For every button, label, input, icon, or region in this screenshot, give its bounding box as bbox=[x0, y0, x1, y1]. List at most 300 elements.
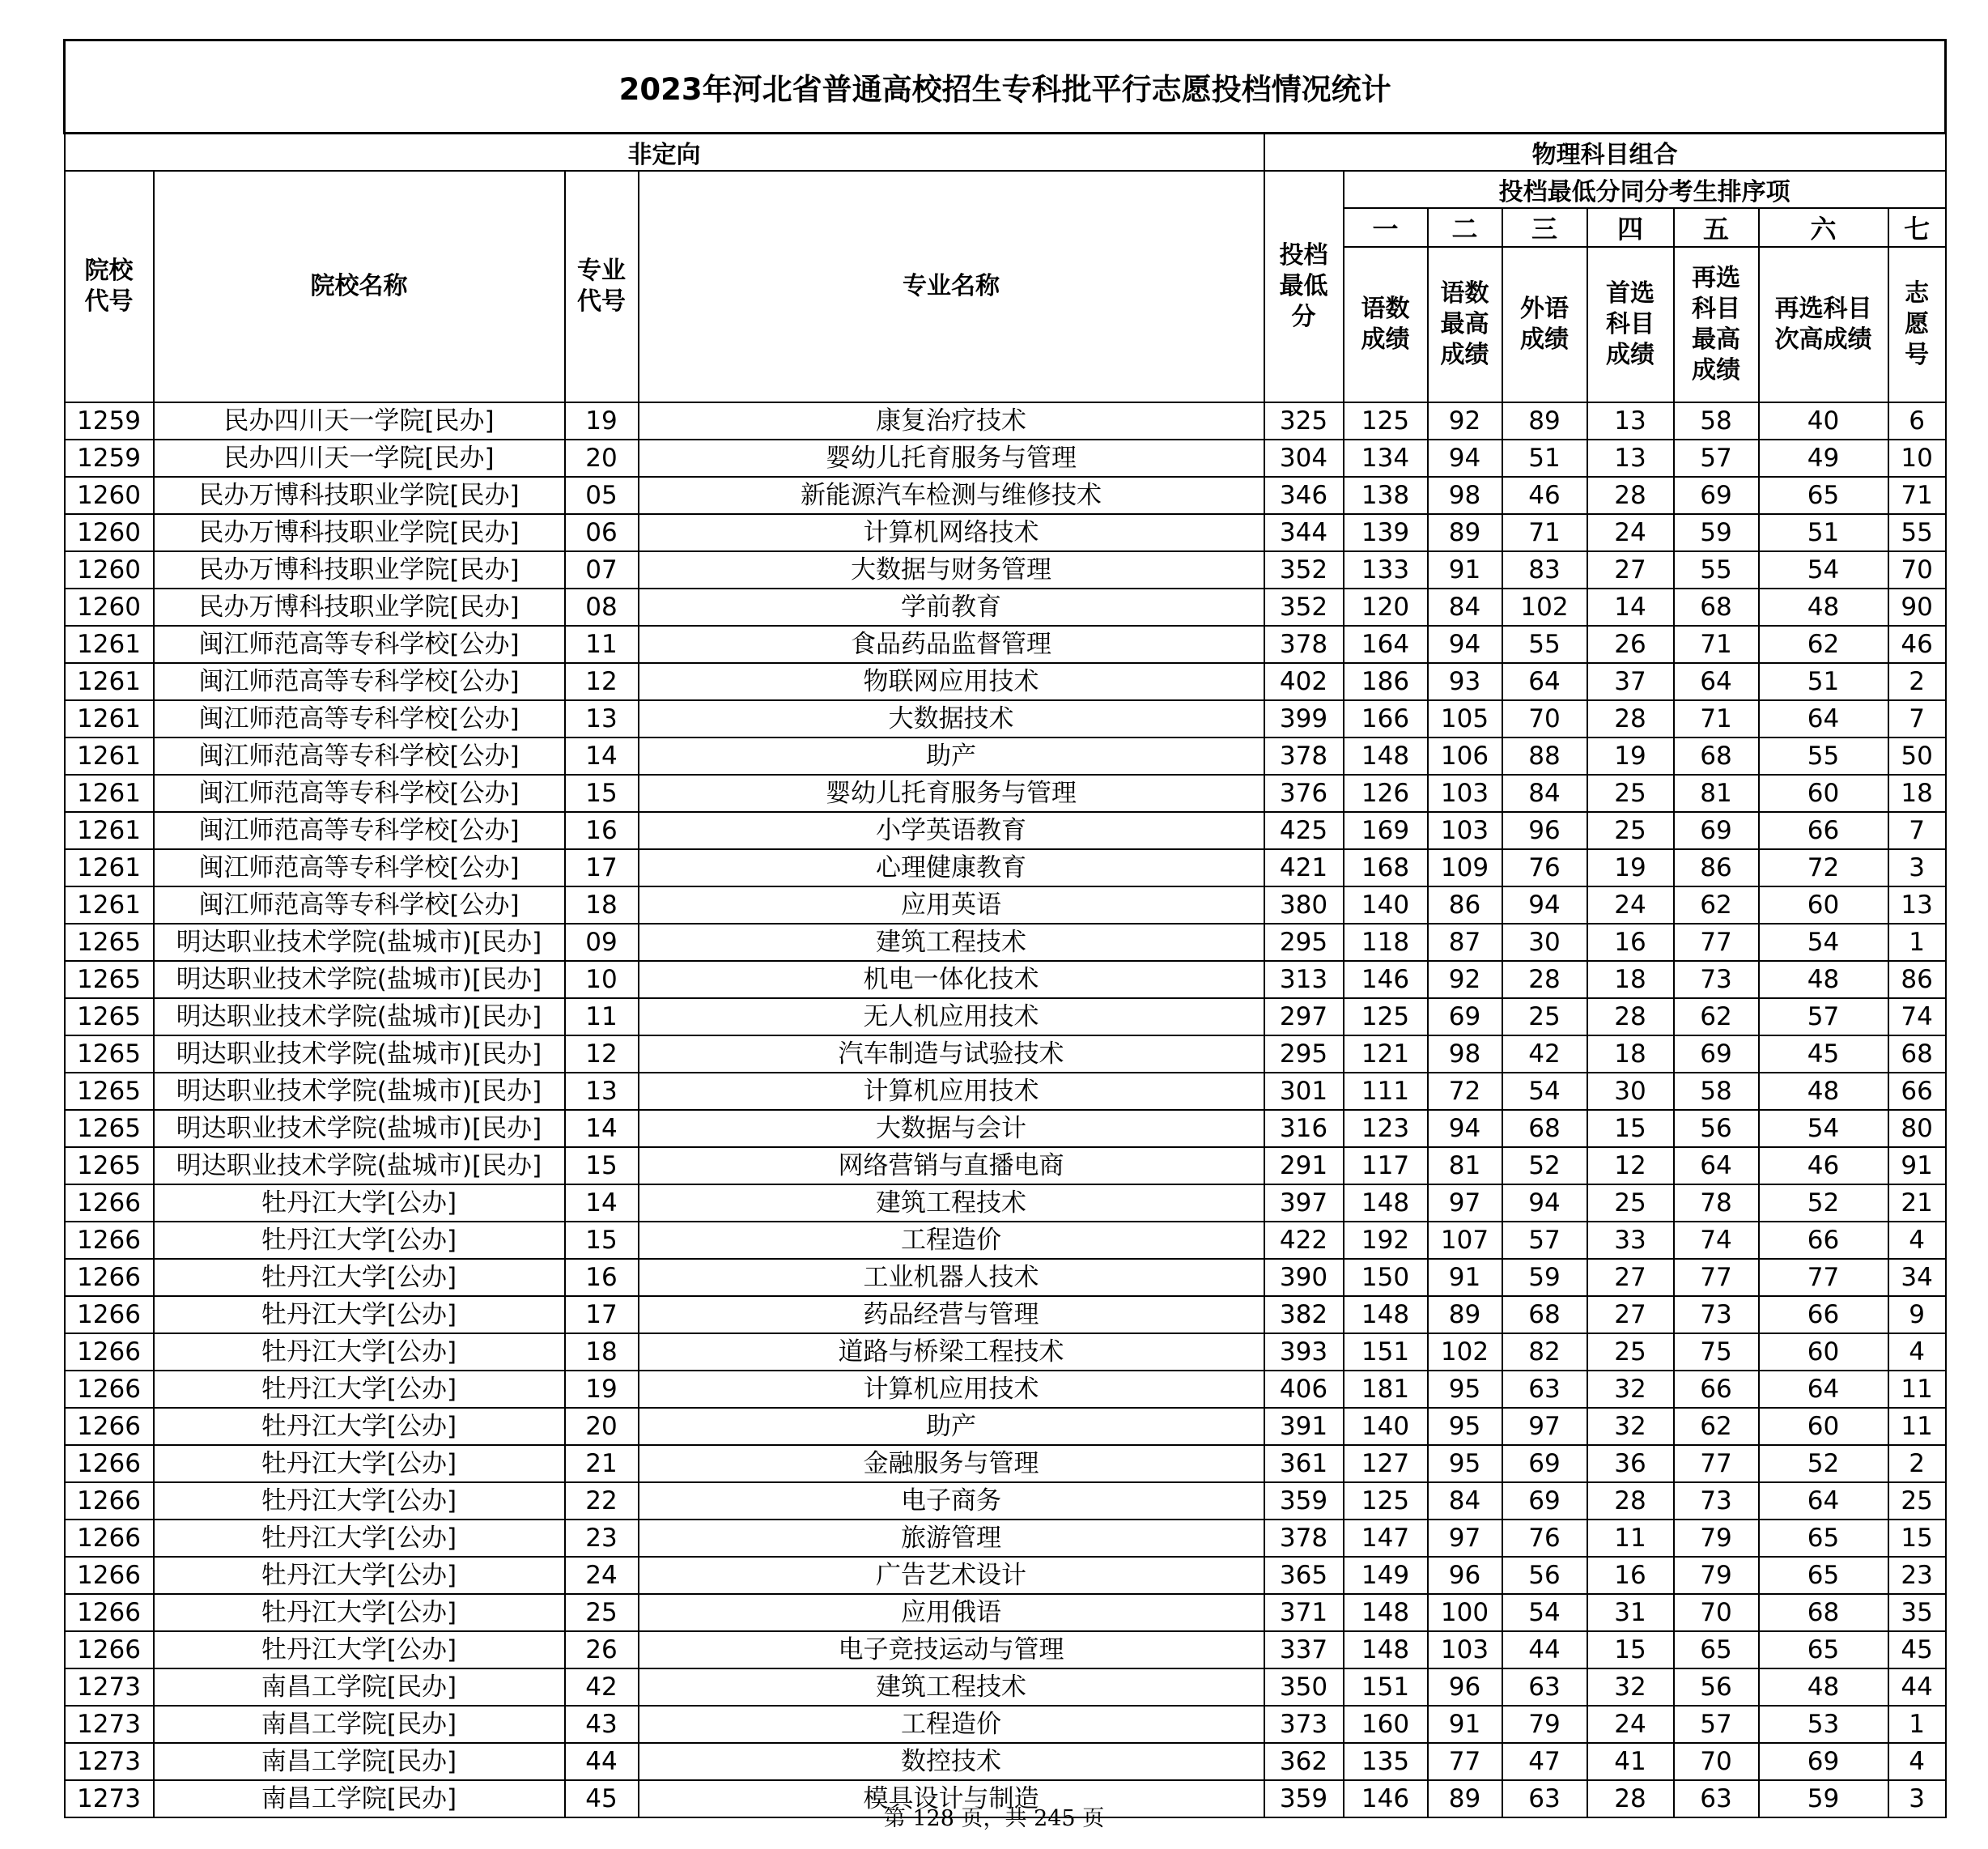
cell-school-code: 1260 bbox=[65, 551, 154, 589]
cell-volunteer-no: 3 bbox=[1888, 1780, 1946, 1817]
cell-rank2-value: 84 bbox=[1428, 589, 1502, 626]
cell-major-code: 26 bbox=[565, 1631, 639, 1668]
cell-rank4-value: 31 bbox=[1587, 1594, 1674, 1631]
table-row bbox=[65, 1557, 1946, 1594]
cell-volunteer-no: 34 bbox=[1888, 1259, 1946, 1296]
cell-rank1-value: 117 bbox=[1344, 1147, 1428, 1184]
cell-rank6-value: 51 bbox=[1759, 663, 1888, 700]
cell-volunteer-no: 91 bbox=[1888, 1147, 1946, 1184]
rank-item-label-1: 语数成绩 bbox=[1361, 295, 1410, 354]
cell-min-score: 352 bbox=[1264, 589, 1344, 626]
cell-school-name: 明达职业技术学院(盐城市)[民办] bbox=[154, 1073, 565, 1110]
cell-major-name: 计算机应用技术 bbox=[639, 1371, 1264, 1408]
cell-school-code: 1260 bbox=[65, 589, 154, 626]
cell-min-score: 325 bbox=[1264, 402, 1344, 440]
rank-header-5: 五 bbox=[1674, 208, 1759, 247]
rank-item-header-7 bbox=[1888, 247, 1946, 402]
header-school-code bbox=[65, 171, 154, 402]
cell-rank4-value: 37 bbox=[1587, 663, 1674, 700]
cell-rank1-value: 123 bbox=[1344, 1110, 1428, 1147]
cell-major-code: 45 bbox=[565, 1780, 639, 1817]
table-row bbox=[65, 700, 1946, 737]
rank-item-label-4: 首选科目成绩 bbox=[1606, 279, 1655, 369]
rank-item-header-6 bbox=[1759, 247, 1888, 402]
cell-rank6-value: 45 bbox=[1759, 1035, 1888, 1073]
cell-rank1-value: 120 bbox=[1344, 589, 1428, 626]
rank-item-label-6: 再选科目次高成绩 bbox=[1774, 295, 1872, 354]
cell-rank2-value: 100 bbox=[1428, 1594, 1502, 1631]
cell-rank5-value: 79 bbox=[1674, 1520, 1759, 1557]
cell-rank2-value: 96 bbox=[1428, 1668, 1502, 1706]
cell-major-name: 网络营销与直播电商 bbox=[639, 1147, 1264, 1184]
cell-rank6-value: 52 bbox=[1759, 1184, 1888, 1222]
table-row bbox=[65, 1259, 1946, 1296]
cell-major-code: 18 bbox=[565, 886, 639, 924]
cell-rank6-value: 48 bbox=[1759, 961, 1888, 998]
cell-rank3-value: 63 bbox=[1502, 1668, 1587, 1706]
cell-rank1-value: 150 bbox=[1344, 1259, 1428, 1296]
cell-rank2-value: 81 bbox=[1428, 1147, 1502, 1184]
cell-rank5-value: 64 bbox=[1674, 663, 1759, 700]
cell-major-code: 14 bbox=[565, 1184, 639, 1222]
cell-major-name: 电子商务 bbox=[639, 1482, 1264, 1520]
cell-rank5-value: 70 bbox=[1674, 1594, 1759, 1631]
cell-volunteer-no: 35 bbox=[1888, 1594, 1946, 1631]
cell-rank6-value: 65 bbox=[1759, 477, 1888, 514]
cell-rank1-value: 127 bbox=[1344, 1445, 1428, 1482]
cell-rank5-value: 78 bbox=[1674, 1184, 1759, 1222]
table-row bbox=[65, 775, 1946, 812]
cell-school-name: 闽江师范高等专科学校[公办] bbox=[154, 886, 565, 924]
cell-school-name: 民办万博科技职业学院[民办] bbox=[154, 514, 565, 551]
cell-rank5-value: 75 bbox=[1674, 1333, 1759, 1371]
cell-major-code: 17 bbox=[565, 849, 639, 886]
cell-volunteer-no: 10 bbox=[1888, 440, 1946, 477]
cell-school-code: 1260 bbox=[65, 477, 154, 514]
cell-major-name: 电子竞技运动与管理 bbox=[639, 1631, 1264, 1668]
cell-school-name: 民办四川天一学院[民办] bbox=[154, 440, 565, 477]
cell-rank1-value: 134 bbox=[1344, 440, 1428, 477]
table-row bbox=[65, 589, 1946, 626]
cell-school-name: 闽江师范高等专科学校[公办] bbox=[154, 663, 565, 700]
cell-school-name: 明达职业技术学院(盐城市)[民办] bbox=[154, 998, 565, 1035]
table-row bbox=[65, 1035, 1946, 1073]
table-row bbox=[65, 1743, 1946, 1780]
cell-major-code: 09 bbox=[565, 924, 639, 961]
cell-rank4-value: 28 bbox=[1587, 1482, 1674, 1520]
cell-rank1-value: 148 bbox=[1344, 1594, 1428, 1631]
cell-min-score: 359 bbox=[1264, 1780, 1344, 1817]
header-school-name: 院校名称 bbox=[154, 171, 565, 402]
cell-volunteer-no: 50 bbox=[1888, 737, 1946, 775]
cell-major-code: 16 bbox=[565, 1259, 639, 1296]
cell-major-name: 金融服务与管理 bbox=[639, 1445, 1264, 1482]
cell-school-name: 牡丹江大学[公办] bbox=[154, 1296, 565, 1333]
cell-school-code: 1260 bbox=[65, 514, 154, 551]
cell-major-code: 17 bbox=[565, 1296, 639, 1333]
rank-item-header-5 bbox=[1674, 247, 1759, 402]
cell-min-score: 373 bbox=[1264, 1706, 1344, 1743]
cell-rank4-value: 24 bbox=[1587, 514, 1674, 551]
cell-volunteer-no: 90 bbox=[1888, 589, 1946, 626]
cell-min-score: 301 bbox=[1264, 1073, 1344, 1110]
cell-min-score: 295 bbox=[1264, 1035, 1344, 1073]
cell-rank3-value: 54 bbox=[1502, 1073, 1587, 1110]
group-physics-combination: 物理科目组合 bbox=[1264, 134, 1946, 172]
cell-major-name: 工程造价 bbox=[639, 1706, 1264, 1743]
table-row bbox=[65, 1147, 1946, 1184]
cell-major-name: 道路与桥梁工程技术 bbox=[639, 1333, 1264, 1371]
table-row bbox=[65, 998, 1946, 1035]
cell-major-code: 06 bbox=[565, 514, 639, 551]
cell-school-name: 南昌工学院[民办] bbox=[154, 1706, 565, 1743]
cell-school-code: 1265 bbox=[65, 1147, 154, 1184]
cell-rank3-value: 63 bbox=[1502, 1371, 1587, 1408]
cell-rank6-value: 66 bbox=[1759, 812, 1888, 849]
cell-rank6-value: 66 bbox=[1759, 1296, 1888, 1333]
cell-rank3-value: 89 bbox=[1502, 402, 1587, 440]
cell-volunteer-no: 7 bbox=[1888, 812, 1946, 849]
cell-major-name: 应用英语 bbox=[639, 886, 1264, 924]
cell-school-name: 牡丹江大学[公办] bbox=[154, 1184, 565, 1222]
cell-rank2-value: 103 bbox=[1428, 812, 1502, 849]
cell-school-name: 牡丹江大学[公办] bbox=[154, 1408, 565, 1445]
table-row bbox=[65, 886, 1946, 924]
table-row bbox=[65, 663, 1946, 700]
header-school-code-text: 院校代号 bbox=[84, 257, 134, 316]
cell-rank2-value: 96 bbox=[1428, 1557, 1502, 1594]
cell-school-code: 1266 bbox=[65, 1259, 154, 1296]
cell-rank2-value: 95 bbox=[1428, 1371, 1502, 1408]
cell-major-name: 助产 bbox=[639, 1408, 1264, 1445]
cell-volunteer-no: 6 bbox=[1888, 402, 1946, 440]
table-row bbox=[65, 1073, 1946, 1110]
cell-min-score: 365 bbox=[1264, 1557, 1344, 1594]
cell-rank6-value: 65 bbox=[1759, 1557, 1888, 1594]
cell-rank2-value: 98 bbox=[1428, 477, 1502, 514]
cell-major-code: 21 bbox=[565, 1445, 639, 1482]
cell-school-name: 民办万博科技职业学院[民办] bbox=[154, 551, 565, 589]
cell-major-name: 食品药品监督管理 bbox=[639, 626, 1264, 663]
cell-min-score: 337 bbox=[1264, 1631, 1344, 1668]
cell-school-code: 1265 bbox=[65, 1035, 154, 1073]
cell-rank5-value: 77 bbox=[1674, 924, 1759, 961]
rank-item-label-7: 志愿号 bbox=[1905, 279, 1930, 369]
cell-min-score: 378 bbox=[1264, 626, 1344, 663]
cell-min-score: 421 bbox=[1264, 849, 1344, 886]
cell-rank2-value: 89 bbox=[1428, 1780, 1502, 1817]
cell-rank5-value: 57 bbox=[1674, 440, 1759, 477]
cell-rank6-value: 54 bbox=[1759, 924, 1888, 961]
cell-rank4-value: 19 bbox=[1587, 849, 1674, 886]
cell-rank4-value: 14 bbox=[1587, 589, 1674, 626]
cell-school-code: 1265 bbox=[65, 1073, 154, 1110]
cell-school-code: 1273 bbox=[65, 1780, 154, 1817]
cell-min-score: 359 bbox=[1264, 1482, 1344, 1520]
cell-min-score: 425 bbox=[1264, 812, 1344, 849]
cell-rank1-value: 139 bbox=[1344, 514, 1428, 551]
cell-major-code: 20 bbox=[565, 1408, 639, 1445]
cell-rank1-value: 125 bbox=[1344, 998, 1428, 1035]
table-row bbox=[65, 1520, 1946, 1557]
cell-rank5-value: 69 bbox=[1674, 1035, 1759, 1073]
cell-rank1-value: 186 bbox=[1344, 663, 1428, 700]
cell-major-name: 无人机应用技术 bbox=[639, 998, 1264, 1035]
cell-rank1-value: 146 bbox=[1344, 961, 1428, 998]
cell-major-code: 12 bbox=[565, 1035, 639, 1073]
cell-volunteer-no: 70 bbox=[1888, 551, 1946, 589]
cell-major-code: 25 bbox=[565, 1594, 639, 1631]
cell-rank6-value: 53 bbox=[1759, 1706, 1888, 1743]
cell-volunteer-no: 2 bbox=[1888, 1445, 1946, 1482]
cell-school-name: 明达职业技术学院(盐城市)[民办] bbox=[154, 961, 565, 998]
cell-school-name: 明达职业技术学院(盐城市)[民办] bbox=[154, 1147, 565, 1184]
table-row bbox=[65, 1706, 1946, 1743]
cell-major-code: 07 bbox=[565, 551, 639, 589]
table-row bbox=[65, 514, 1946, 551]
cell-rank3-value: 84 bbox=[1502, 775, 1587, 812]
cell-volunteer-no: 86 bbox=[1888, 961, 1946, 998]
cell-school-name: 牡丹江大学[公办] bbox=[154, 1557, 565, 1594]
cell-volunteer-no: 1 bbox=[1888, 1706, 1946, 1743]
cell-school-code: 1273 bbox=[65, 1668, 154, 1706]
cell-school-name: 南昌工学院[民办] bbox=[154, 1743, 565, 1780]
cell-rank5-value: 70 bbox=[1674, 1743, 1759, 1780]
table-row bbox=[65, 1631, 1946, 1668]
cell-school-name: 民办四川天一学院[民办] bbox=[154, 402, 565, 440]
cell-rank4-value: 15 bbox=[1587, 1631, 1674, 1668]
cell-school-code: 1266 bbox=[65, 1371, 154, 1408]
cell-rank2-value: 77 bbox=[1428, 1743, 1502, 1780]
cell-major-name: 大数据技术 bbox=[639, 700, 1264, 737]
cell-rank5-value: 79 bbox=[1674, 1557, 1759, 1594]
cell-school-code: 1265 bbox=[65, 1110, 154, 1147]
cell-volunteer-no: 7 bbox=[1888, 700, 1946, 737]
cell-school-name: 民办万博科技职业学院[民办] bbox=[154, 477, 565, 514]
cell-rank1-value: 125 bbox=[1344, 1482, 1428, 1520]
cell-min-score: 380 bbox=[1264, 886, 1344, 924]
cell-school-code: 1266 bbox=[65, 1184, 154, 1222]
cell-min-score: 391 bbox=[1264, 1408, 1344, 1445]
page-footer: 第 128 页，共 245 页 bbox=[883, 1806, 1105, 1831]
rank-item-header-3 bbox=[1502, 247, 1587, 402]
cell-volunteer-no: 9 bbox=[1888, 1296, 1946, 1333]
cell-min-score: 350 bbox=[1264, 1668, 1344, 1706]
cell-rank1-value: 133 bbox=[1344, 551, 1428, 589]
cell-rank6-value: 66 bbox=[1759, 1222, 1888, 1259]
cell-major-name: 旅游管理 bbox=[639, 1520, 1264, 1557]
cell-rank1-value: 118 bbox=[1344, 924, 1428, 961]
table-row bbox=[65, 477, 1946, 514]
cell-min-score: 402 bbox=[1264, 663, 1344, 700]
cell-volunteer-no: 3 bbox=[1888, 849, 1946, 886]
cell-rank4-value: 28 bbox=[1587, 1780, 1674, 1817]
cell-rank2-value: 97 bbox=[1428, 1184, 1502, 1222]
cell-school-code: 1261 bbox=[65, 737, 154, 775]
cell-major-code: 13 bbox=[565, 700, 639, 737]
cell-min-score: 362 bbox=[1264, 1743, 1344, 1780]
cell-rank5-value: 55 bbox=[1674, 551, 1759, 589]
cell-min-score: 382 bbox=[1264, 1296, 1344, 1333]
header-major-name: 专业名称 bbox=[639, 171, 1264, 402]
cell-rank6-value: 68 bbox=[1759, 1594, 1888, 1631]
cell-rank2-value: 97 bbox=[1428, 1520, 1502, 1557]
cell-school-name: 南昌工学院[民办] bbox=[154, 1780, 565, 1817]
header-major-code-text: 专业代号 bbox=[577, 257, 626, 316]
cell-rank5-value: 73 bbox=[1674, 1296, 1759, 1333]
cell-rank3-value: 54 bbox=[1502, 1594, 1587, 1631]
cell-rank6-value: 60 bbox=[1759, 775, 1888, 812]
cell-major-name: 学前教育 bbox=[639, 589, 1264, 626]
table-row bbox=[65, 1222, 1946, 1259]
cell-rank4-value: 25 bbox=[1587, 1333, 1674, 1371]
cell-min-score: 352 bbox=[1264, 551, 1344, 589]
page-title: 2023年河北省普通高校招生专科批平行志愿投档情况统计 bbox=[65, 40, 1946, 134]
cell-rank4-value: 16 bbox=[1587, 924, 1674, 961]
cell-rank6-value: 48 bbox=[1759, 1073, 1888, 1110]
cell-rank6-value: 40 bbox=[1759, 402, 1888, 440]
cell-rank3-value: 96 bbox=[1502, 812, 1587, 849]
cell-rank6-value: 69 bbox=[1759, 1743, 1888, 1780]
cell-rank2-value: 94 bbox=[1428, 1110, 1502, 1147]
cell-min-score: 316 bbox=[1264, 1110, 1344, 1147]
cell-school-name: 闽江师范高等专科学校[公办] bbox=[154, 700, 565, 737]
cell-major-name: 应用俄语 bbox=[639, 1594, 1264, 1631]
cell-rank3-value: 76 bbox=[1502, 849, 1587, 886]
cell-rank4-value: 15 bbox=[1587, 1110, 1674, 1147]
cell-rank4-value: 33 bbox=[1587, 1222, 1674, 1259]
cell-major-code: 44 bbox=[565, 1743, 639, 1780]
cell-rank5-value: 68 bbox=[1674, 737, 1759, 775]
cell-min-score: 371 bbox=[1264, 1594, 1344, 1631]
cell-rank3-value: 25 bbox=[1502, 998, 1587, 1035]
cell-rank6-value: 46 bbox=[1759, 1147, 1888, 1184]
cell-rank3-value: 64 bbox=[1502, 663, 1587, 700]
cell-volunteer-no: 44 bbox=[1888, 1668, 1946, 1706]
cell-rank4-value: 13 bbox=[1587, 402, 1674, 440]
cell-major-name: 小学英语教育 bbox=[639, 812, 1264, 849]
cell-school-code: 1273 bbox=[65, 1706, 154, 1743]
cell-rank1-value: 140 bbox=[1344, 1408, 1428, 1445]
table-row bbox=[65, 626, 1946, 663]
cell-rank2-value: 103 bbox=[1428, 1631, 1502, 1668]
cell-rank5-value: 71 bbox=[1674, 700, 1759, 737]
cell-volunteer-no: 68 bbox=[1888, 1035, 1946, 1073]
cell-rank6-value: 55 bbox=[1759, 737, 1888, 775]
cell-rank6-value: 54 bbox=[1759, 551, 1888, 589]
cell-rank6-value: 62 bbox=[1759, 626, 1888, 663]
rank-header-7: 七 bbox=[1888, 208, 1946, 247]
cell-volunteer-no: 18 bbox=[1888, 775, 1946, 812]
cell-min-score: 393 bbox=[1264, 1333, 1344, 1371]
cell-min-score: 397 bbox=[1264, 1184, 1344, 1222]
cell-major-code: 20 bbox=[565, 440, 639, 477]
cell-min-score: 291 bbox=[1264, 1147, 1344, 1184]
cell-rank1-value: 166 bbox=[1344, 700, 1428, 737]
cell-rank3-value: 82 bbox=[1502, 1333, 1587, 1371]
cell-min-score: 313 bbox=[1264, 961, 1344, 998]
cell-min-score: 422 bbox=[1264, 1222, 1344, 1259]
cell-rank5-value: 58 bbox=[1674, 402, 1759, 440]
cell-rank2-value: 103 bbox=[1428, 775, 1502, 812]
cell-school-code: 1261 bbox=[65, 775, 154, 812]
cell-rank1-value: 160 bbox=[1344, 1706, 1428, 1743]
table-row bbox=[65, 849, 1946, 886]
cell-school-name: 闽江师范高等专科学校[公办] bbox=[154, 849, 565, 886]
cell-school-name: 明达职业技术学院(盐城市)[民办] bbox=[154, 1110, 565, 1147]
cell-school-name: 牡丹江大学[公办] bbox=[154, 1594, 565, 1631]
cell-school-code: 1265 bbox=[65, 998, 154, 1035]
cell-min-score: 390 bbox=[1264, 1259, 1344, 1296]
cell-volunteer-no: 15 bbox=[1888, 1520, 1946, 1557]
cell-rank2-value: 106 bbox=[1428, 737, 1502, 775]
cell-rank3-value: 46 bbox=[1502, 477, 1587, 514]
cell-school-code: 1265 bbox=[65, 924, 154, 961]
cell-volunteer-no: 13 bbox=[1888, 886, 1946, 924]
cell-rank3-value: 68 bbox=[1502, 1296, 1587, 1333]
cell-rank3-value: 51 bbox=[1502, 440, 1587, 477]
cell-rank1-value: 148 bbox=[1344, 1631, 1428, 1668]
cell-major-code: 05 bbox=[565, 477, 639, 514]
table-row bbox=[65, 924, 1946, 961]
cell-rank4-value: 13 bbox=[1587, 440, 1674, 477]
cell-rank6-value: 60 bbox=[1759, 1333, 1888, 1371]
cell-rank6-value: 48 bbox=[1759, 589, 1888, 626]
cell-volunteer-no: 80 bbox=[1888, 1110, 1946, 1147]
cell-rank3-value: 28 bbox=[1502, 961, 1587, 998]
cell-volunteer-no: 74 bbox=[1888, 998, 1946, 1035]
cell-rank5-value: 66 bbox=[1674, 1371, 1759, 1408]
cell-rank3-value: 55 bbox=[1502, 626, 1587, 663]
cell-rank1-value: 148 bbox=[1344, 1296, 1428, 1333]
cell-rank2-value: 92 bbox=[1428, 402, 1502, 440]
cell-major-code: 13 bbox=[565, 1073, 639, 1110]
cell-rank3-value: 52 bbox=[1502, 1147, 1587, 1184]
cell-rank1-value: 121 bbox=[1344, 1035, 1428, 1073]
cell-rank3-value: 70 bbox=[1502, 700, 1587, 737]
cell-major-code: 22 bbox=[565, 1482, 639, 1520]
cell-rank2-value: 94 bbox=[1428, 626, 1502, 663]
cell-rank3-value: 94 bbox=[1502, 1184, 1587, 1222]
cell-major-code: 19 bbox=[565, 402, 639, 440]
cell-rank6-value: 65 bbox=[1759, 1631, 1888, 1668]
header-major-code bbox=[565, 171, 639, 402]
cell-rank4-value: 11 bbox=[1587, 1520, 1674, 1557]
cell-rank1-value: 169 bbox=[1344, 812, 1428, 849]
cell-rank6-value: 64 bbox=[1759, 1371, 1888, 1408]
cell-rank5-value: 73 bbox=[1674, 961, 1759, 998]
cell-school-code: 1266 bbox=[65, 1296, 154, 1333]
cell-school-name: 牡丹江大学[公办] bbox=[154, 1445, 565, 1482]
score-table-sheet bbox=[63, 39, 1944, 1818]
cell-major-name: 模具设计与制造 bbox=[639, 1780, 1264, 1817]
cell-major-name: 建筑工程技术 bbox=[639, 1668, 1264, 1706]
admission-table bbox=[63, 39, 1947, 1818]
cell-rank4-value: 16 bbox=[1587, 1557, 1674, 1594]
cell-rank3-value: 71 bbox=[1502, 514, 1587, 551]
cell-major-name: 建筑工程技术 bbox=[639, 1184, 1264, 1222]
cell-major-code: 15 bbox=[565, 1147, 639, 1184]
cell-rank2-value: 107 bbox=[1428, 1222, 1502, 1259]
cell-rank4-value: 32 bbox=[1587, 1668, 1674, 1706]
cell-volunteer-no: 2 bbox=[1888, 663, 1946, 700]
cell-volunteer-no: 11 bbox=[1888, 1371, 1946, 1408]
cell-rank1-value: 147 bbox=[1344, 1520, 1428, 1557]
cell-rank1-value: 125 bbox=[1344, 402, 1428, 440]
cell-rank4-value: 27 bbox=[1587, 1296, 1674, 1333]
cell-school-name: 闽江师范高等专科学校[公办] bbox=[154, 626, 565, 663]
table-row bbox=[65, 402, 1946, 440]
